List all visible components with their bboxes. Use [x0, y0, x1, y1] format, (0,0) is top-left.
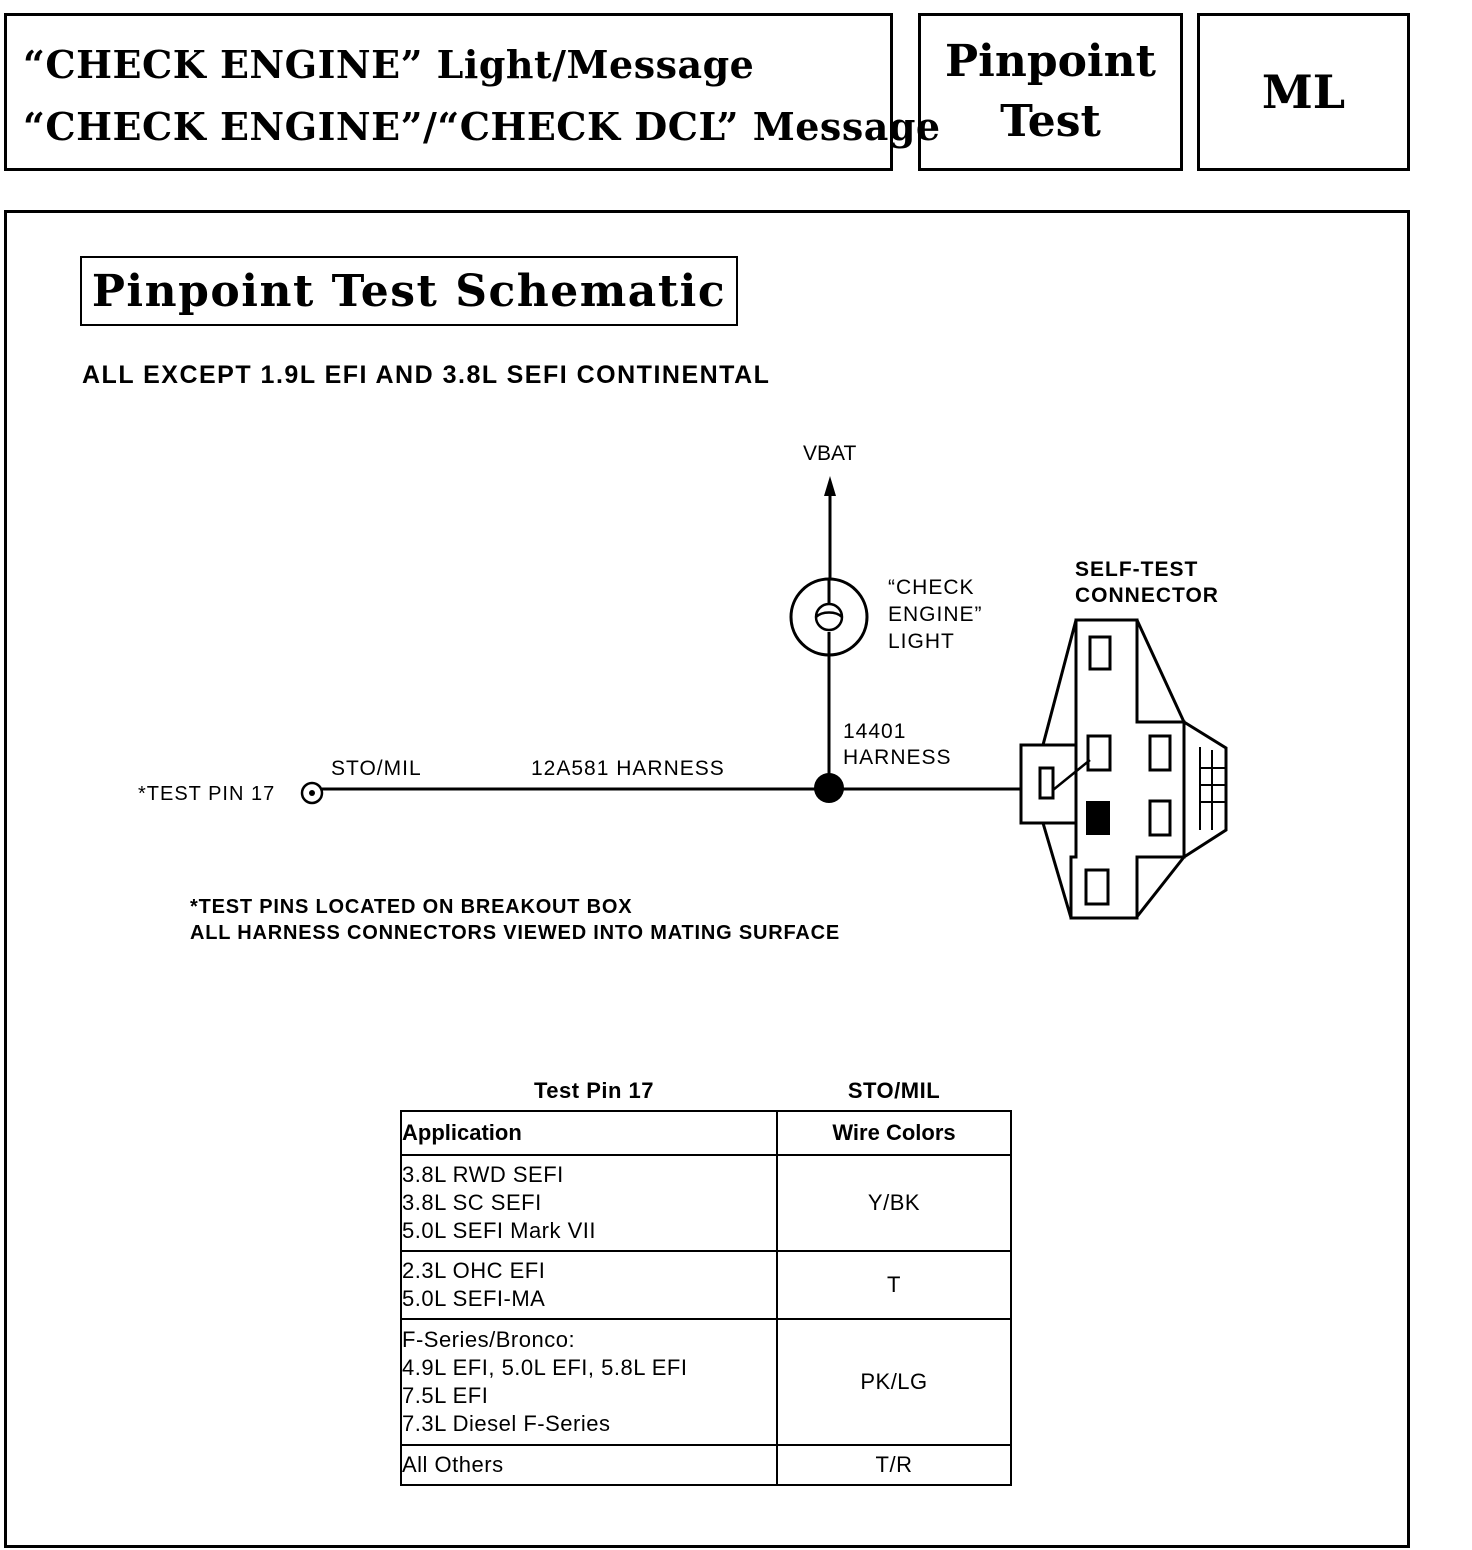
lamp-label-2: ENGINE” [888, 603, 983, 626]
test-type-line-2: Test [1000, 96, 1101, 147]
harness-14401-line-2: HARNESS [843, 746, 952, 769]
wire-color-cell: T [777, 1251, 1011, 1319]
title-line-1: “CHECK ENGINE” Light/Message [23, 42, 755, 87]
application-cell [401, 1251, 777, 1319]
vbat-arrow [824, 476, 836, 580]
application-item: F-Series/Bronco: [402, 1327, 576, 1352]
test-type-line-1: Pinpoint [945, 36, 1156, 87]
table-row [401, 1445, 1011, 1485]
application-item: 5.0L SEFI-MA [402, 1286, 546, 1311]
lamp-label-3: LIGHT [888, 630, 955, 653]
connector-label-1: SELF-TEST [1075, 558, 1199, 581]
application-item: 5.0L SEFI Mark VII [402, 1218, 597, 1243]
connector-label-2: CONNECTOR [1075, 584, 1219, 607]
application-item: 7.3L Diesel F-Series [402, 1411, 611, 1436]
connector-filled-cavity [1086, 801, 1110, 835]
wire-color-cell: Y/BK [777, 1155, 1011, 1251]
application-item: 7.5L EFI [402, 1383, 489, 1408]
application-cell [401, 1155, 777, 1251]
application-item: 4.9L EFI, 5.0L EFI, 5.8L EFI [402, 1355, 688, 1380]
wire-color-cell: T/R [777, 1445, 1011, 1485]
header-wire-colors: Wire Colors [777, 1111, 1011, 1155]
table-caption-left: Test Pin 17 [533, 1078, 655, 1103]
wire-color-table [400, 1110, 1012, 1486]
table-header-row [401, 1111, 1011, 1155]
table-row [401, 1155, 1011, 1251]
harness-12a581-label: 12A581 HARNESS [531, 757, 725, 780]
self-test-connector-icon [1021, 620, 1226, 918]
application-item: All Others [402, 1452, 504, 1477]
circuit-label: STO/MIL [331, 757, 422, 780]
wire-color-cell: PK/LG [777, 1319, 1011, 1445]
application-cell [401, 1445, 777, 1485]
table-row [401, 1251, 1011, 1319]
note-line-1: *TEST PINS LOCATED ON BREAKOUT BOX [190, 896, 633, 918]
check-engine-lamp-icon [791, 579, 867, 655]
panel-heading: Pinpoint Test Schematic [91, 265, 727, 317]
title-line-2: “CHECK ENGINE”/“CHECK DCL” Message [23, 104, 941, 149]
test-pin-terminal-icon [302, 783, 322, 803]
application-item: 3.8L SC SEFI [402, 1190, 542, 1215]
application-item: 2.3L OHC EFI [402, 1258, 546, 1283]
application-cell [401, 1319, 777, 1445]
table-caption-right: STO/MIL [847, 1078, 941, 1103]
vbat-label: VBAT [803, 442, 857, 465]
test-pin-label: *TEST PIN 17 [138, 783, 276, 805]
application-item: 3.8L RWD SEFI [402, 1162, 564, 1187]
harness-14401-line-1: 14401 [843, 720, 907, 743]
note-line-2: ALL HARNESS CONNECTORS VIEWED INTO MATING SURFACE [190, 922, 840, 944]
panel-subtitle: ALL EXCEPT 1.9L EFI AND 3.8L SEFI CONTINENTAL [82, 361, 771, 389]
header-application: Application [401, 1111, 777, 1155]
test-code: ML [1261, 65, 1346, 119]
splice-point [814, 773, 844, 803]
table-row [401, 1319, 1011, 1445]
lamp-label-1: “CHECK [888, 576, 975, 599]
